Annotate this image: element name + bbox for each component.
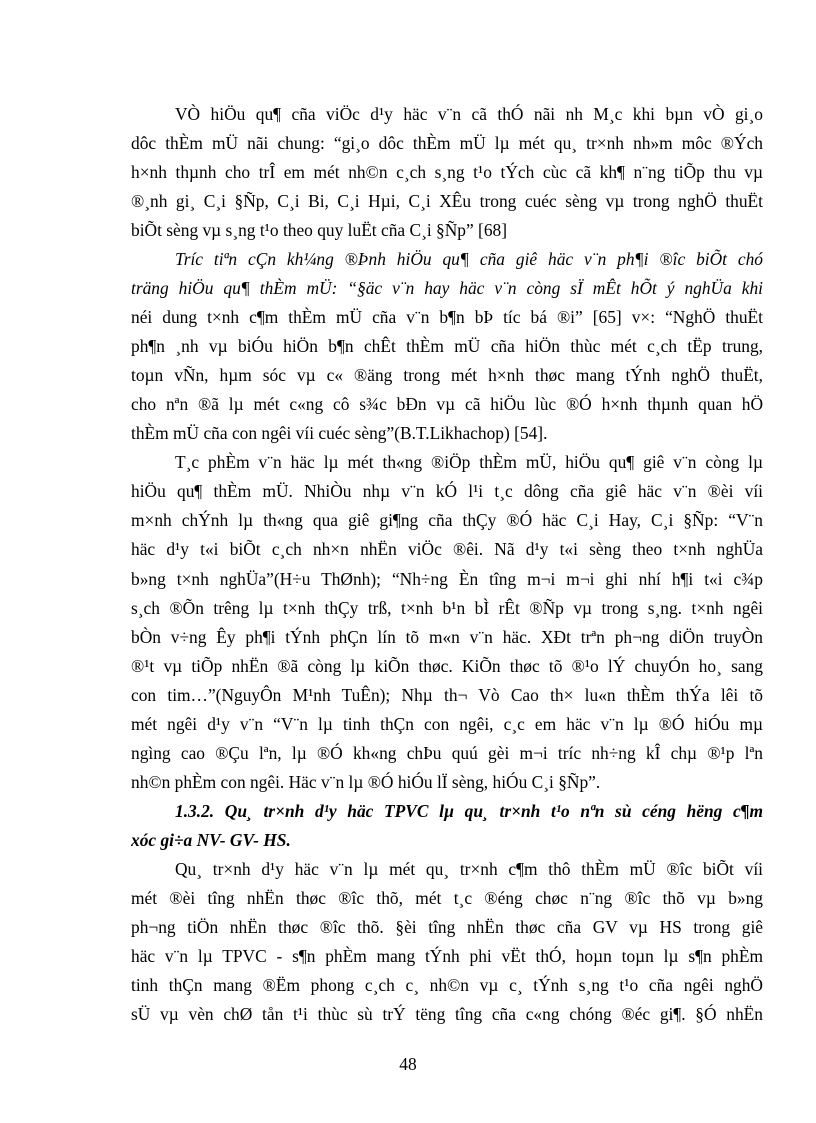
text-line: T¸c phÈm v¨n häc lµ mét th«ng ®iÖp thÈm mÜ, hiÖu qu¶ giê v¨n còng lµ bbox=[175, 452, 763, 472]
text-line: ®¹t vµ tiÕp nhËn ®ã còng lµ kiÕn thøc. KiÕn thøc tõ ®¹o lÝ chuyÓn ho¸ sang bbox=[131, 656, 763, 676]
text-line: ph¶n ¸nh vµ biÓu hiÖn b¶n chÊt thÈm mÜ cña hiÖn thùc mét c¸ch tËp trung, bbox=[131, 336, 763, 356]
text-line: nh©n phÈm con ngêi. Häc v¨n lµ ®Ó hiÓu lÏ sèng, hiÓu C¸i §Ñp”. bbox=[131, 772, 601, 792]
text-line: m×nh chÝnh lµ th«ng qua giê gi¶ng cña thÇy ®Ó häc C¸i Hay, C¸i §Ñp: “V¨n bbox=[131, 510, 763, 530]
text-line: sÜ vµ vèn chØ tån t¹i thùc sù trÝ tëng tîng cña c«ng chóng ®éc gi¶. §Ó nhËn bbox=[131, 1004, 763, 1024]
section-heading: xóc gi÷a NV- GV- HS. bbox=[131, 830, 291, 850]
text-line: bÒn v÷ng Êy ph¶i tÝnh phÇn lín tõ m«n v¨n häc. XÐt trªn ph¬ng diÖn truyÒn bbox=[131, 627, 763, 647]
text-line: ngìng cao ®Çu lªn, lµ ®Ó kh«ng chÞu quú gèi m¬i tríc nh÷ng kÎ chµ ®¹p lªn bbox=[131, 743, 763, 763]
page-number: 48 bbox=[399, 1054, 417, 1074]
text-line: Qu¸ tr×nh d¹y häc v¨n lµ mét qu¸ tr×nh c¶m thô thÈm mÜ ®îc biÕt víi bbox=[175, 859, 763, 879]
text-line: h×nh thµnh cho trÎ em mét nh©n c¸ch s¸ng t¹o tÝch cùc cã kh¶ n¨ng tiÕp thu vµ bbox=[131, 162, 763, 182]
text-line: Tríc tiªn cÇn kh¼ng ®Þnh hiÖu qu¶ cña giê häc v¨n ph¶i ®îc biÕt chó bbox=[175, 249, 763, 269]
text-line: träng hiÖu qu¶ thÈm mÜ: “§äc v¨n hay häc v¨n còng sÏ mÊt hÕt ý nghÜa khi bbox=[131, 278, 763, 298]
text-line: VÒ hiÖu qu¶ cña viÖc d¹y häc v¨n cã thÓ nãi nh M¸c khi bµn vÒ gi¸o bbox=[175, 104, 763, 124]
text-line: cho nªn ®ã lµ mét c«ng cô s¾c bÐn vµ cã hiÖu lùc ®Ó h×nh thµnh quan hÖ bbox=[131, 394, 763, 414]
section-heading: 1.3.2. Qu¸ tr×nh d¹y häc TPVC lµ qu¸ tr×nh t¹o nªn sù céng hëng c¶m bbox=[175, 801, 763, 821]
text-line: con tim…”(NguyÔn M¹nh TuÊn); Nhµ th¬ Vò Cao th× lu«n thÈm thÝa lêi tõ bbox=[131, 685, 763, 705]
text-line: b»ng t×nh nghÜa”(H÷u ThØnh); “Nh÷ng Èn tîng m¬i m¬i ghi nhí h¶i t«i c¾p bbox=[131, 569, 763, 589]
text-line: mét ngêi d¹y v¨n “V¨n lµ tinh thÇn con ngêi, c¸c em häc v¨n lµ ®Ó hiÓu mµ bbox=[131, 714, 763, 734]
text-line: mét ®èi tîng nhËn thøc ®îc thõ, mét t¸c ®éng chøc n¨ng ®îc thõ vµ b»ng bbox=[131, 888, 763, 908]
text-line: häc v¨n lµ TPVC - s¶n phÈm mang tÝnh phi vËt thÓ, hoµn toµn lµ s¶n phÈm bbox=[131, 946, 763, 966]
text-line: s¸ch ®Õn trêng lµ t×nh thÇy trß, t×nh b¹n bÌ rÊt ®Ñp vµ trong s¸ng. t×nh ngêi bbox=[131, 598, 763, 618]
text-line: dôc thÈm mÜ nãi chung: “gi¸o dôc thÈm mÜ lµ mét qu¸ tr×nh nh»m môc ®Ých bbox=[131, 133, 763, 153]
text-line: ph¬ng tiÖn nhËn thøc ®îc thõ. §èi tîng nhËn thøc cña GV vµ HS trong giê bbox=[131, 917, 763, 937]
text-line: häc d¹y t«i biÕt c¸ch nh×n nhËn viÖc ®êi. Nã d¹y t«i sèng theo t×nh nghÜa bbox=[131, 539, 763, 559]
text-line: tinh thÇn mang ®Ëm phong c¸ch c¸ nh©n vµ c¸ tÝnh s¸ng t¹o cña ngêi nghÖ bbox=[131, 975, 763, 995]
text-line: néi dung t×nh c¶m thÈm mÜ cña v¨n b¶n bÞ tíc bá ®i” [65] v×: “NghÖ thuËt bbox=[131, 307, 763, 327]
text-line: toµn vÑn, hµm sóc vµ c« ®äng trong mét h×nh thøc mang tÝnh nghÖ thuËt, bbox=[131, 365, 763, 385]
text-line: biÕt sèng vµ s¸ng t¹o theo quy luËt cña C¸i §Ñp” [68] bbox=[131, 220, 508, 240]
text-line: thÈm mÜ cña con ngêi víi cuéc sèng”(B.T.Likhachop) [54]. bbox=[131, 423, 548, 443]
text-line: ®¸nh gi¸ C¸i §Ñp, C¸i Bi, C¸i Hµi, C¸i XÊu trong cuéc sèng vµ trong nghÖ thuËt bbox=[131, 191, 763, 211]
text-line: hiÖu qu¶ thÈm mÜ. NhiÒu nhµ v¨n kÓ l¹i t¸c dông cña giê häc v¨n ®èi víi bbox=[131, 481, 763, 501]
